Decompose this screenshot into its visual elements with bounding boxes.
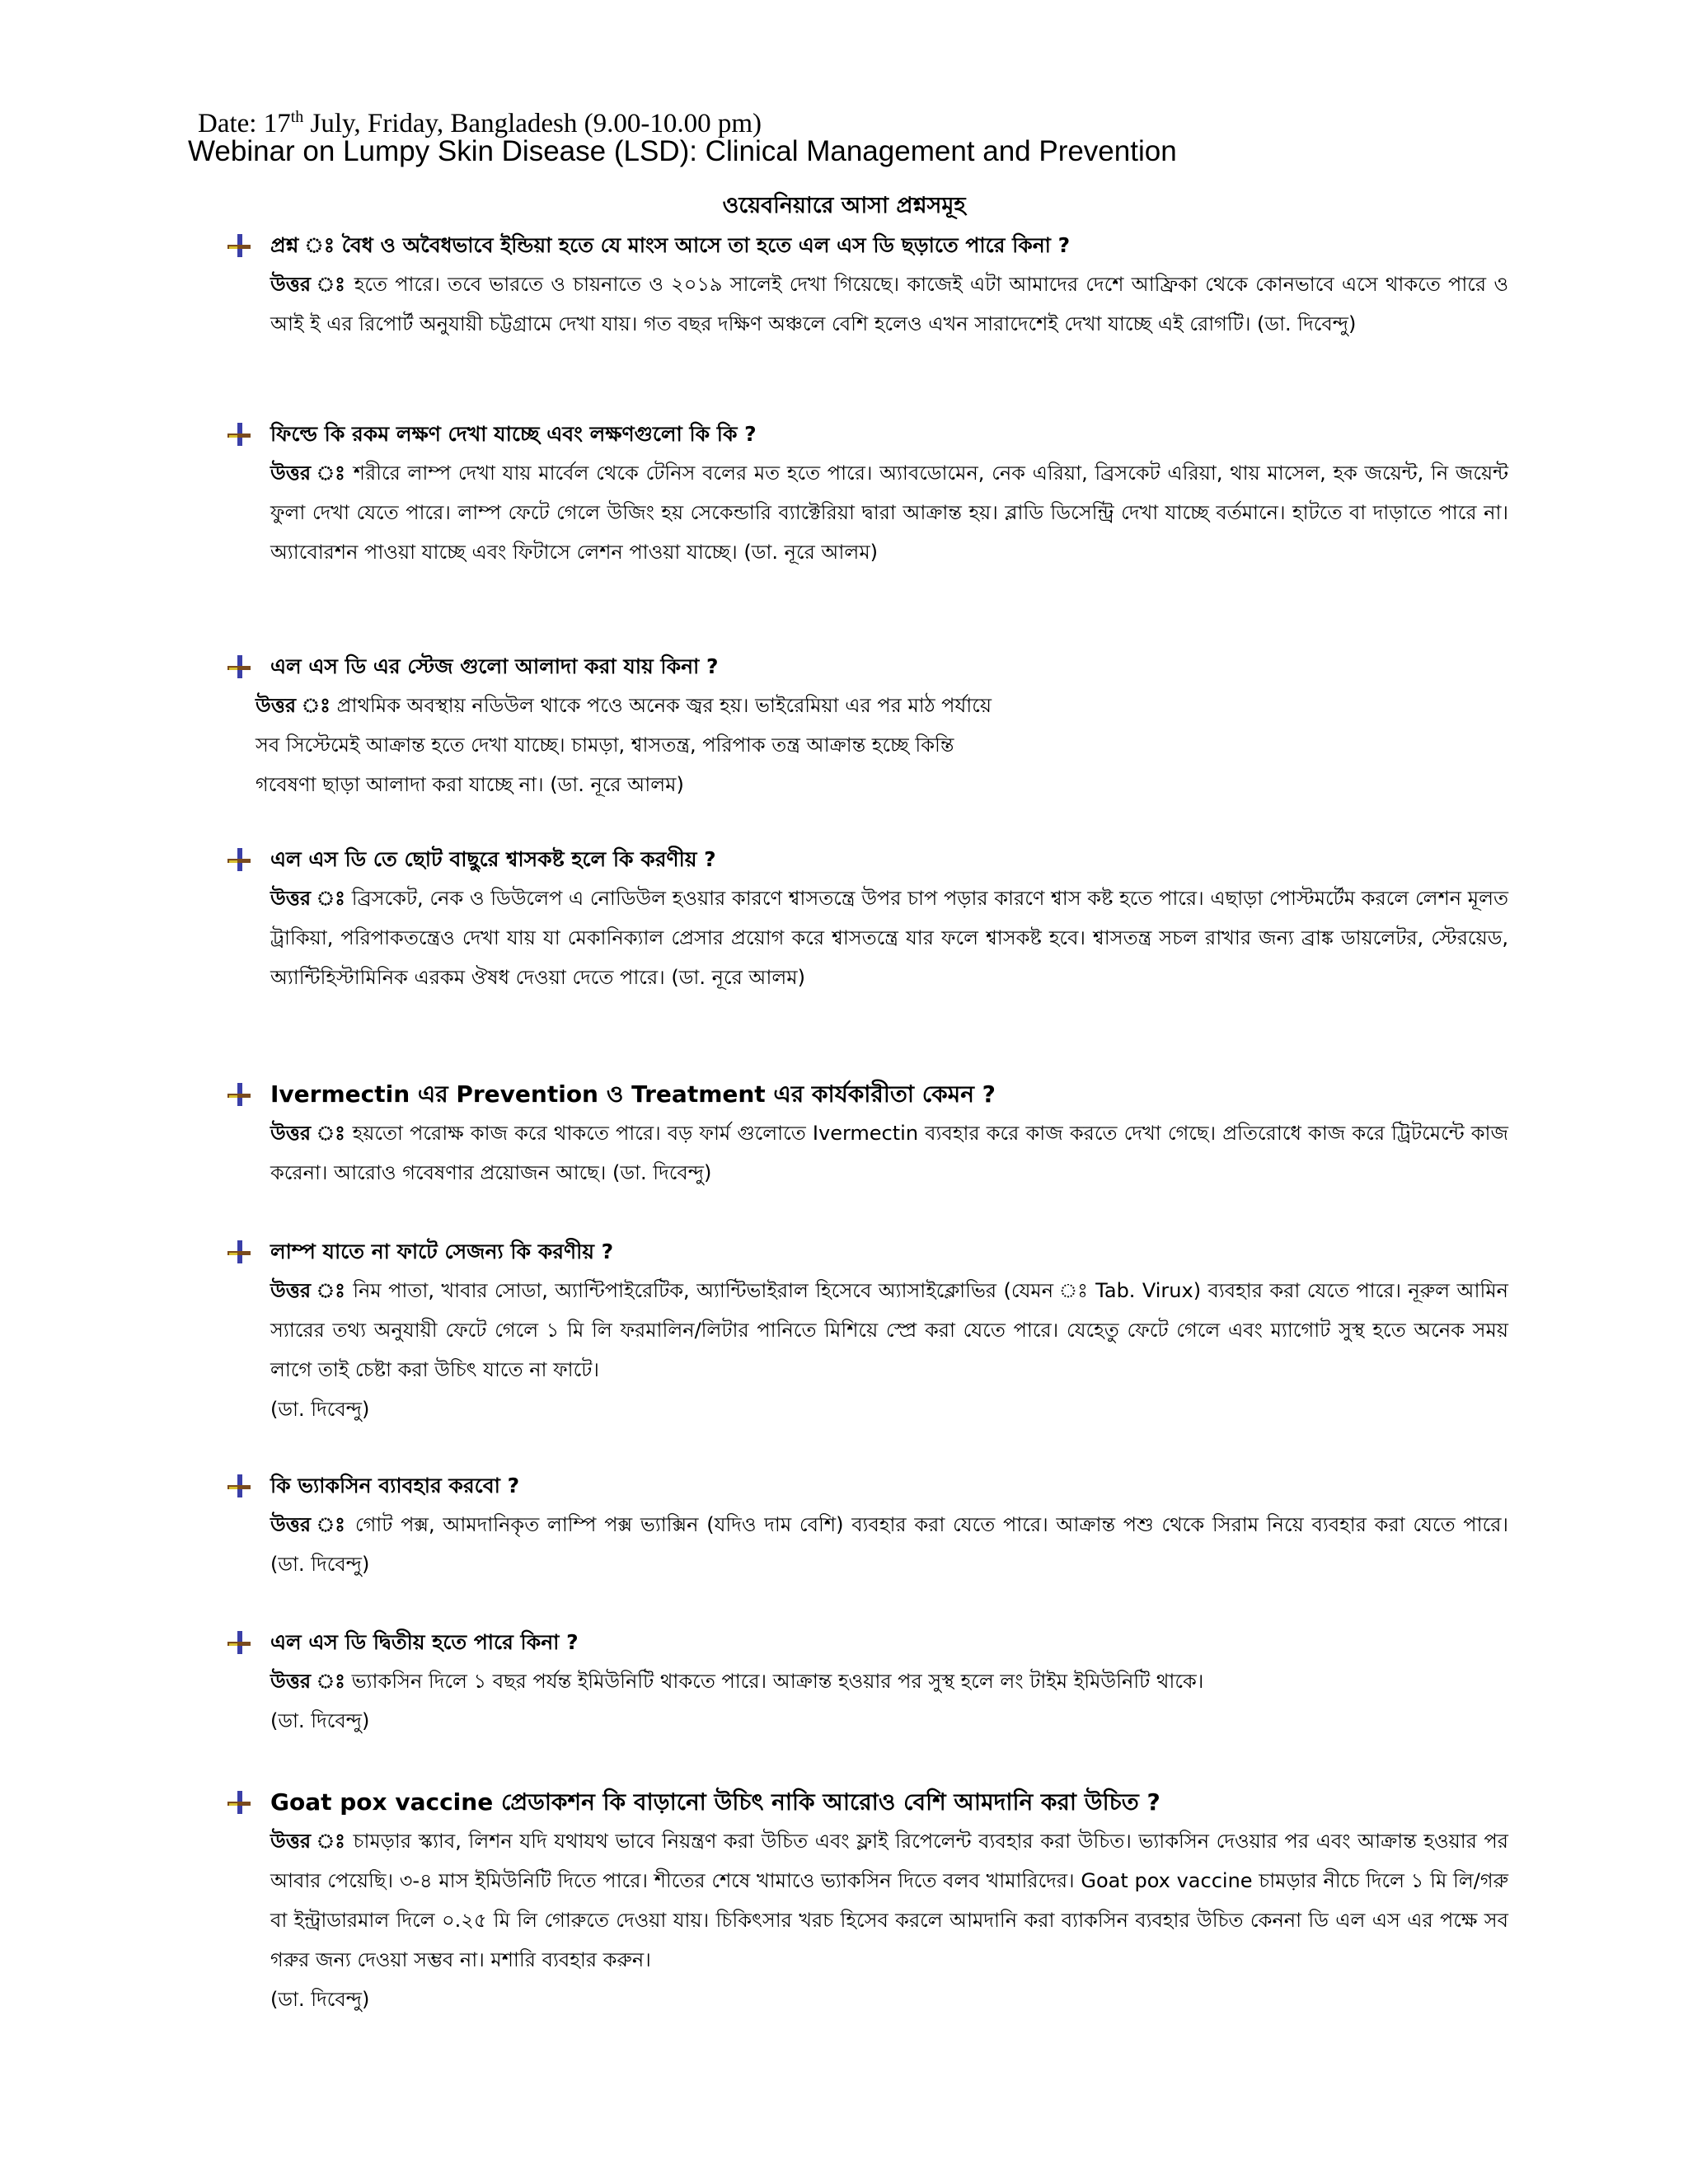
answer xyxy=(270,1271,1508,1429)
plus-bullet-icon xyxy=(227,1631,251,1654)
qa-item-5 xyxy=(223,1076,1508,1193)
answer-text: ভ্যাকসিন দিলে ১ বছর পর্যন্ত ইমিউনিটি থাকতে পারে। আক্রান্ত হওয়ার পর সুস্থ হলে লং টাইম ইমিউনিটি থাকে। xyxy=(351,1670,1204,1693)
answer-text: প্রাথমিক অবস্থায় নডিউল থাকে পওে অনেক জ্বর হয়। ভাইরেমিয়া এর পর মাঠ পর্যায়ে xyxy=(336,694,992,717)
answer xyxy=(270,879,1508,997)
answer-label: উত্তর ঃ xyxy=(270,273,347,296)
answer-reference: (ডা. দিবেন্দু) xyxy=(270,1398,370,1421)
question-text: কি ভ্যাকসিন ব্যাবহার করবো ? xyxy=(270,1474,520,1497)
question xyxy=(223,1233,1508,1271)
answer-line xyxy=(256,686,1508,725)
answer-label: উত্তর ঃ xyxy=(270,1122,346,1145)
question-text: Goat pox vaccine প্রেডাকশন কি বাড়ানো উচিৎ নাকি আরোও বেশি আমদানি করা উচিত ? xyxy=(270,1788,1160,1816)
answer xyxy=(256,686,1508,804)
answer-text: শরীরে লাম্প দেখা যায় মার্বেল থেকে টেনিস বলের মত হতে পারে। অ্যাবডোমেন, নেক এরিয়া, ব্রিসকেট এরিয়া, থায় মাসেল, হক জয়েন্ট, নি জয়েন্ট ফুলা দেখা যেতে পারে। লাম্প ফেটে গেলে উজিং হয় সেকেন্ডারি ব্যাক্টেরিয়া দ্বারা আক্রান্ত হয়। ব্লাডি ডিসেন্ট্রি দেখা যাচ্ছে বর্তমানে। হাটতে বা দাড়াতে পারে না। অ্যাবোরশন পাওয়া যাচ্ছে এবং ফিটাসে লেশন পাওয়া যাচ্ছে। xyxy=(270,462,1508,564)
answer-reference: (ডা. দিবেন্দু) xyxy=(1257,312,1357,335)
qa-item-1 xyxy=(223,227,1508,344)
answer-text: হয়তো পরোক্ষ কাজ করে থাকতে পারে। বড় ফার্ম গুলোতে Ivermectin ব্যবহার করে কাজ করতে দেখা গেছে। প্রতিরোধে কাজ করে ট্রিটমেন্টে কাজ করেনা। আরোও গবেষণার প্রয়োজন আছে। xyxy=(270,1122,1508,1184)
question-text: প্রশ্ন ঃ বৈধ ও অবৈধভাবে ইন্ডিয়া হতে যে মাংস আসে তা হতে এল এস ডি ছড়াতে পারে কিনা ? xyxy=(270,233,1071,257)
answer-reference: (ডা. নূরে আলম) xyxy=(550,773,684,796)
answer-reference: (ডা. দিবেন্দু) xyxy=(612,1161,712,1184)
answer-reference: (ডা. দিবেন্দু) xyxy=(270,1988,370,2011)
plus-bullet-icon xyxy=(227,423,251,446)
question xyxy=(223,227,1508,265)
qa-item-6 xyxy=(223,1233,1508,1429)
answer-label: উত্তর ঃ xyxy=(256,694,331,717)
answer xyxy=(270,1661,1508,1741)
question-text: ফিল্ডে কি রকম লক্ষণ দেখা যাচ্ছে এবং লক্ষণগুলো কি কি ? xyxy=(270,422,757,446)
date-ordinal-suffix: th xyxy=(290,108,304,126)
answer-reference: (ডা. নূরে আলম) xyxy=(671,966,805,989)
question xyxy=(223,1783,1508,1821)
plus-bullet-icon xyxy=(227,1791,251,1814)
question-text: Ivermectin এর Prevention ও Treatment এর কার্যকারীতা কেমন ? xyxy=(270,1080,996,1108)
answer-text: নিম পাতা, খাবার সোডা, অ্যান্টিপাইরেটিক, অ্যান্টিভাইরাল হিসেবে অ্যাসাইক্লোভির (যেমন ঃ Tab. Virux) ব্যবহার করা যেতে পারে। নূরুল আমিন স্যারের তথ্য অনুযায়ী ফেটে গেলে ১ মি লি ফরমালিন/লিটার পানিতে মিশিয়ে স্প্রে করা যেতে পারে। যেহেতু ফেটে গেলে এবং ম্যাগোট সুস্থ হতে অনেক সময় লাগে তাই চেষ্টা করা উচিৎ যাতে না ফাটে। xyxy=(270,1279,1508,1381)
question xyxy=(223,648,1508,686)
webinar-title: Webinar on Lumpy Skin Disease (LSD): Clinical Management and Prevention xyxy=(188,135,1177,167)
qa-item-7 xyxy=(223,1467,1508,1584)
plus-bullet-icon xyxy=(227,848,251,871)
qa-item-9 xyxy=(223,1783,1508,2019)
answer-line: সব সিস্টেমেই আক্রান্ত হতে দেখা যাচ্ছে। চামড়া, শ্বাসতন্ত্র, পরিপাক তন্ত্র আক্রান্ত হচ্ছে কিন্তি xyxy=(256,733,954,757)
answer-label: উত্তর ঃ xyxy=(270,887,346,910)
qa-item-8 xyxy=(223,1624,1508,1741)
answer-text: গোট পক্স, আমদানিকৃত লাম্পি পক্স ভ্যাক্সিন (যদিও দাম বেশি) ব্যবহার করা যেতে পারে। আক্রান্ত পশু থেকে সিরাম নিয়ে ব্যবহার করা যেতে পারে। xyxy=(354,1513,1508,1536)
answer-label: উত্তর ঃ xyxy=(270,1670,345,1693)
plus-bullet-icon xyxy=(227,234,251,257)
section-heading: ওয়েবনিয়ারে আসা প্রশ্নসমূহ xyxy=(722,193,966,218)
answer-text: গবেষণা ছাড়া আলাদা করা যাচ্ছে না। xyxy=(256,773,544,796)
plus-bullet-icon xyxy=(227,655,251,678)
question-text: এল এস ডি এর স্টেজ গুলো আলাদা করা যায় কিনা ? xyxy=(270,654,719,678)
answer-line xyxy=(256,765,1508,804)
question-text: এল এস ডি দ্বিতীয় হতে পারে কিনা ? xyxy=(270,1630,579,1654)
date-text: Date: 17 xyxy=(198,109,291,138)
qa-item-3 xyxy=(223,648,1508,804)
question-text: লাম্প যাতে না ফাটে সেজন্য কি করণীয় ? xyxy=(270,1240,614,1263)
date-text-rest: July, Friday, Bangladesh (9.00-10.00 pm) xyxy=(303,109,762,138)
question xyxy=(223,415,1508,453)
answer-text: ব্রিসকেট, নেক ও ডিউলেপ এ নোডিউল হওয়ার কারণে শ্বাসতন্ত্রে উপর চাপ পড়ার কারণে শ্বাস কষ্ট হতে পারে। এছাড়া পোস্টমর্টেম করলে লেশন মূলত ট্রাকিয়া, পরিপাকতন্ত্রেও দেখা যায় যা মেকানিক্যাল প্রেসার প্রয়োগ করে শ্বাসতন্ত্রে যার ফলে শ্বাসকষ্ট হবে। শ্বাসতন্ত্র সচল রাখার জন্য ব্রাঙ্ক ডায়লেটর, স্টেরয়েড, অ্যান্টিহিস্টামিনিক এরকম ঔষধ দেওয়া দেতে পারে। xyxy=(270,887,1508,989)
answer-label: উত্তর ঃ xyxy=(270,1830,346,1853)
question xyxy=(223,1076,1508,1113)
answer-reference: (ডা. নূরে আলম) xyxy=(743,541,879,564)
plus-bullet-icon xyxy=(227,1083,251,1106)
answer-reference: (ডা. দিবেন্দু) xyxy=(270,1553,370,1576)
answer-label: উত্তর ঃ xyxy=(270,1513,348,1536)
answer xyxy=(270,453,1508,572)
answer-label: উত্তর ঃ xyxy=(270,1279,346,1302)
answer xyxy=(270,1113,1508,1193)
answer xyxy=(270,1505,1508,1584)
plus-bullet-icon xyxy=(227,1240,251,1263)
answer-label: উত্তর ঃ xyxy=(270,462,347,485)
qa-item-4 xyxy=(223,841,1508,997)
answer-text: হতে পারে। তবে ভারতে ও চায়নাতে ও ২০১৯ সালেই দেখা গিয়েছে। কাজেই এটা আমাদের দেশে আফ্রিকা থেকে কোনভাবে এসে থাকতে পারে ও আই ই এর রিপোর্ট অনুযায়ী চট্টগ্রামে দেখা যায়। গত বছর দক্ষিণ অঞ্চলে বেশি হলেও এখন সারাদেশেই দেখা যাচ্ছে এই রোগটি। xyxy=(270,273,1508,335)
question xyxy=(223,1467,1508,1505)
qa-item-2 xyxy=(223,415,1508,572)
answer xyxy=(270,265,1508,344)
question-text: এল এস ডি তে ছোট বাছুরে শ্বাসকষ্ট হলে কি করণীয় ? xyxy=(270,847,716,871)
answer-reference: (ডা. দিবেন্দু) xyxy=(270,1709,370,1732)
answer xyxy=(270,1821,1508,2019)
plus-bullet-icon xyxy=(227,1474,251,1497)
question xyxy=(223,841,1508,879)
answer-text: চামড়ার স্ক্যাব, লিশন যদি যথাযথ ভাবে নিয়ন্ত্রণ করা উচিত এবং ফ্লাই রিপেলেন্ট ব্যবহার করা উচিত। ভ্যাকসিন দেওয়ার পর এবং আক্রান্ত হওয়ার পর আবার পেয়েছি। ৩-৪ মাস ইমিউনিটি দিতে পারে। শীতের শেষে খামাওে ভ্যাকসিন দিতে বলব খামারিদের। Goat pox vaccine চামড়ার নীচে দিলে ১ মি লি/গরু বা ইন্ট্রাডারমাল দিলে ০.২৫ মি লি গোরুতে দেওয়া যায়। চিকিৎসার খরচ হিসেব করলে আমদানি করা ব্যাকসিন ব্যবহার উচিত কেননা ডি এল এস এর পক্ষে সব গরুর জন্য দেওয়া সম্ভব না। মশারি ব্যবহার করুন। xyxy=(270,1830,1508,1971)
question xyxy=(223,1624,1508,1661)
